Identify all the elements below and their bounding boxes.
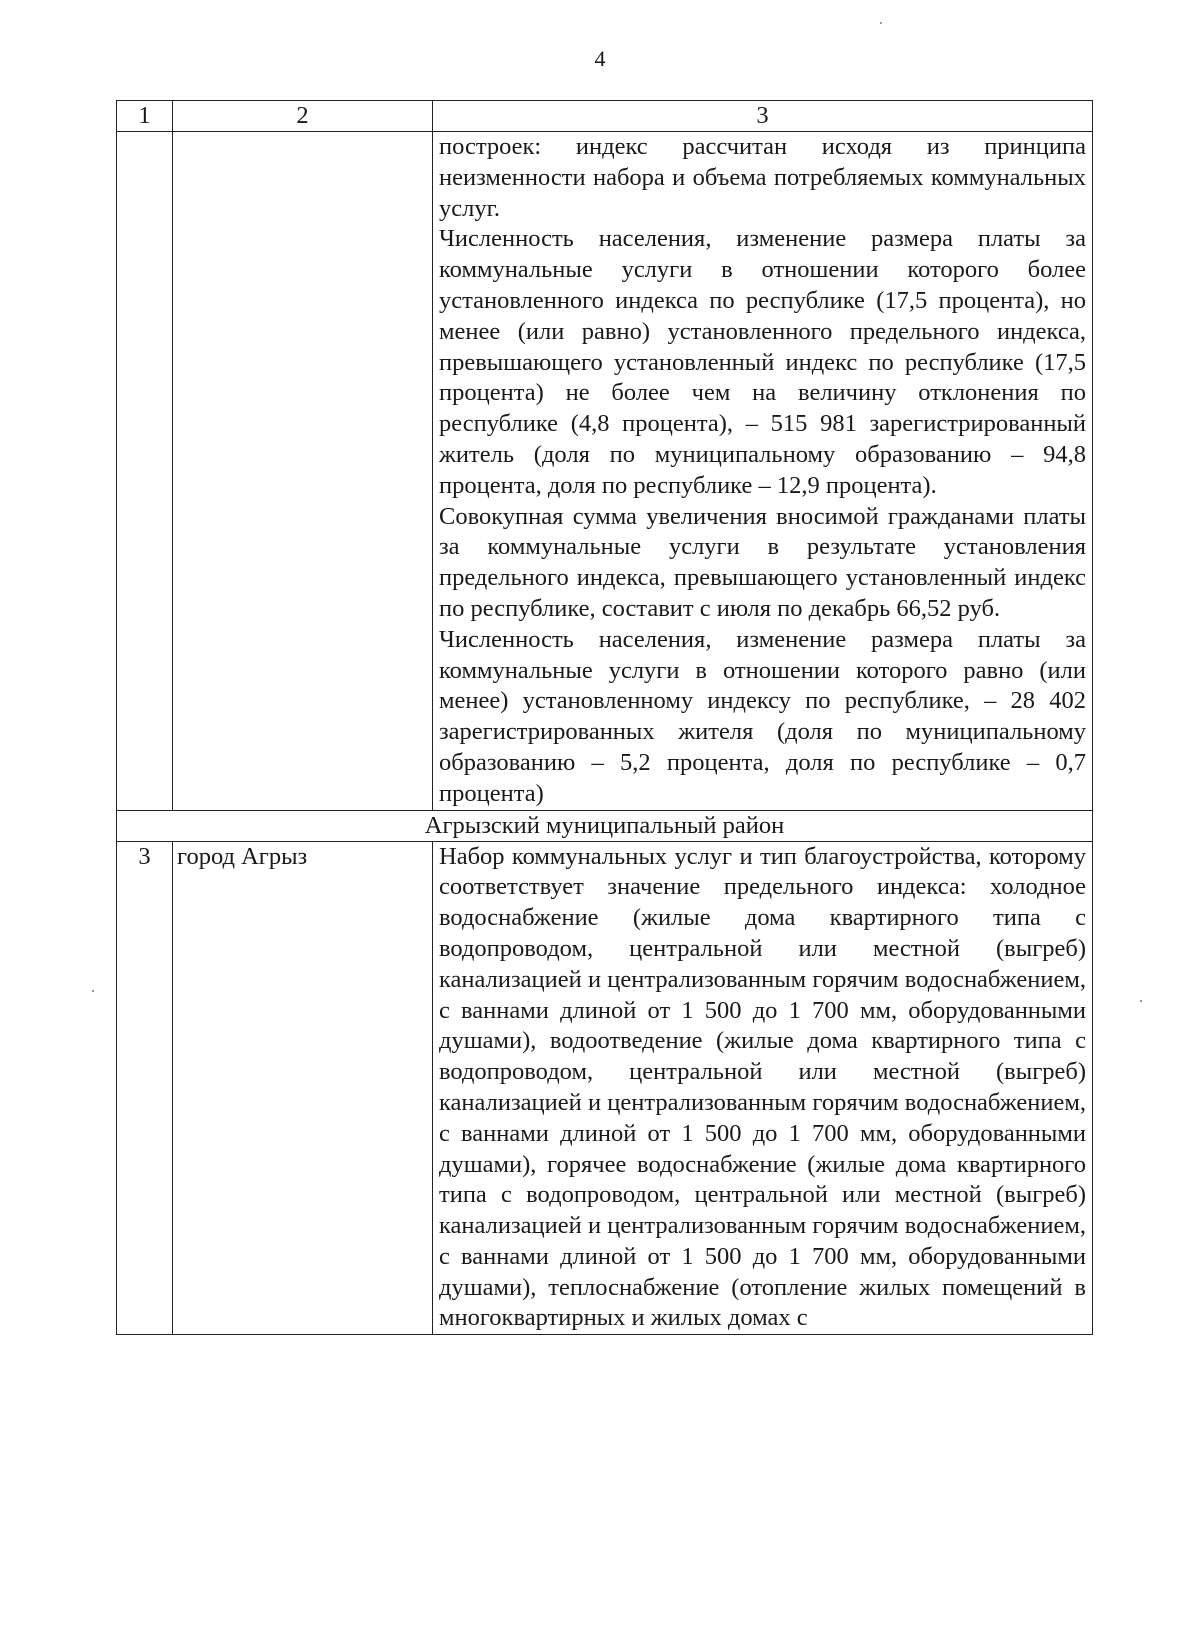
table-row	[117, 841, 1093, 1335]
municipality-name-cell: город Агрыз	[173, 841, 433, 1335]
paragraph: построек: индекс рассчитан исходя из принципа неизменности набора и объема потребляемых коммунальных услуг.	[439, 133, 1086, 222]
continued-description-cell	[433, 132, 1093, 811]
continued-name-cell	[173, 132, 433, 811]
row-number-cell: 3	[117, 841, 173, 1335]
paragraph: Численность населения, изменение размера платы за коммунальные услуги в отношении которого более установленного индекса по республике (17,5 процента), но менее (или равно) установленного предельного индекса, превышающего установленный индекс по республике (17,5 процента) не более чем на величину отклонения по республике (4,8 процента), – 515 981 зарегистрированный житель (доля по муниципальному образованию – 94,8 процента, доля по республике – 12,9 процента).	[439, 225, 1086, 499]
description-cell	[433, 841, 1093, 1335]
table-header-row	[117, 101, 1093, 132]
section-row	[117, 810, 1093, 841]
paragraph: Численность населения, изменение размера платы за коммунальные услуги в отношении которого равно (или менее) установленному индексу по республике, – 28 402 зарегистрированных жителя (доля по муниципальному образованию – 5,2 процента, доля по республике – 0,7 процента)	[439, 625, 1086, 807]
document-table	[116, 100, 1093, 1335]
continued-number-cell	[117, 132, 173, 811]
scan-speck	[92, 990, 94, 992]
column-header-1: 1	[117, 101, 173, 132]
section-title: Агрызский муниципальный район	[117, 810, 1093, 841]
scan-speck	[1140, 1000, 1142, 1002]
paragraph: Совокупная сумма увеличения вносимой гражданами платы за коммунальные услуги в результате установления предельного индекса, превышающего установленный индекс по республике, составит с июля по декабрь 66,52 руб.	[439, 502, 1086, 622]
column-header-3: 3	[433, 101, 1093, 132]
page-number: 4	[594, 46, 606, 71]
scan-speck	[880, 22, 882, 24]
paragraph: Набор коммунальных услуг и тип благоустройства, которому соответствует значение предельного индекса: холодное водоснабжение (жилые дома квартирного типа с водопроводом, центральной или местной (выгреб) канализацией и централизованным горячим водоснабжением, с ваннами длиной от 1 500 до 1 700 мм, оборудованными душами), водоотведение (жилые дома квартирного типа с водопроводом, центральной или местной (выгреб) канализацией и централизованным горячим водоснабжением, с ваннами длиной от 1 500 до 1 700 мм, оборудованными душами), горячее водоснабжение (жилые дома квартирного типа с водопроводом, центральной или местной (выгреб) канализацией и централизованным горячим водоснабжением, с ваннами длиной от 1 500 до 1 700 мм, оборудованными душами), теплоснабжение (отопление жилых помещений в многоквартирных и жилых домах с	[439, 842, 1086, 1332]
table-row-continued	[117, 132, 1093, 811]
column-header-2: 2	[173, 101, 433, 132]
